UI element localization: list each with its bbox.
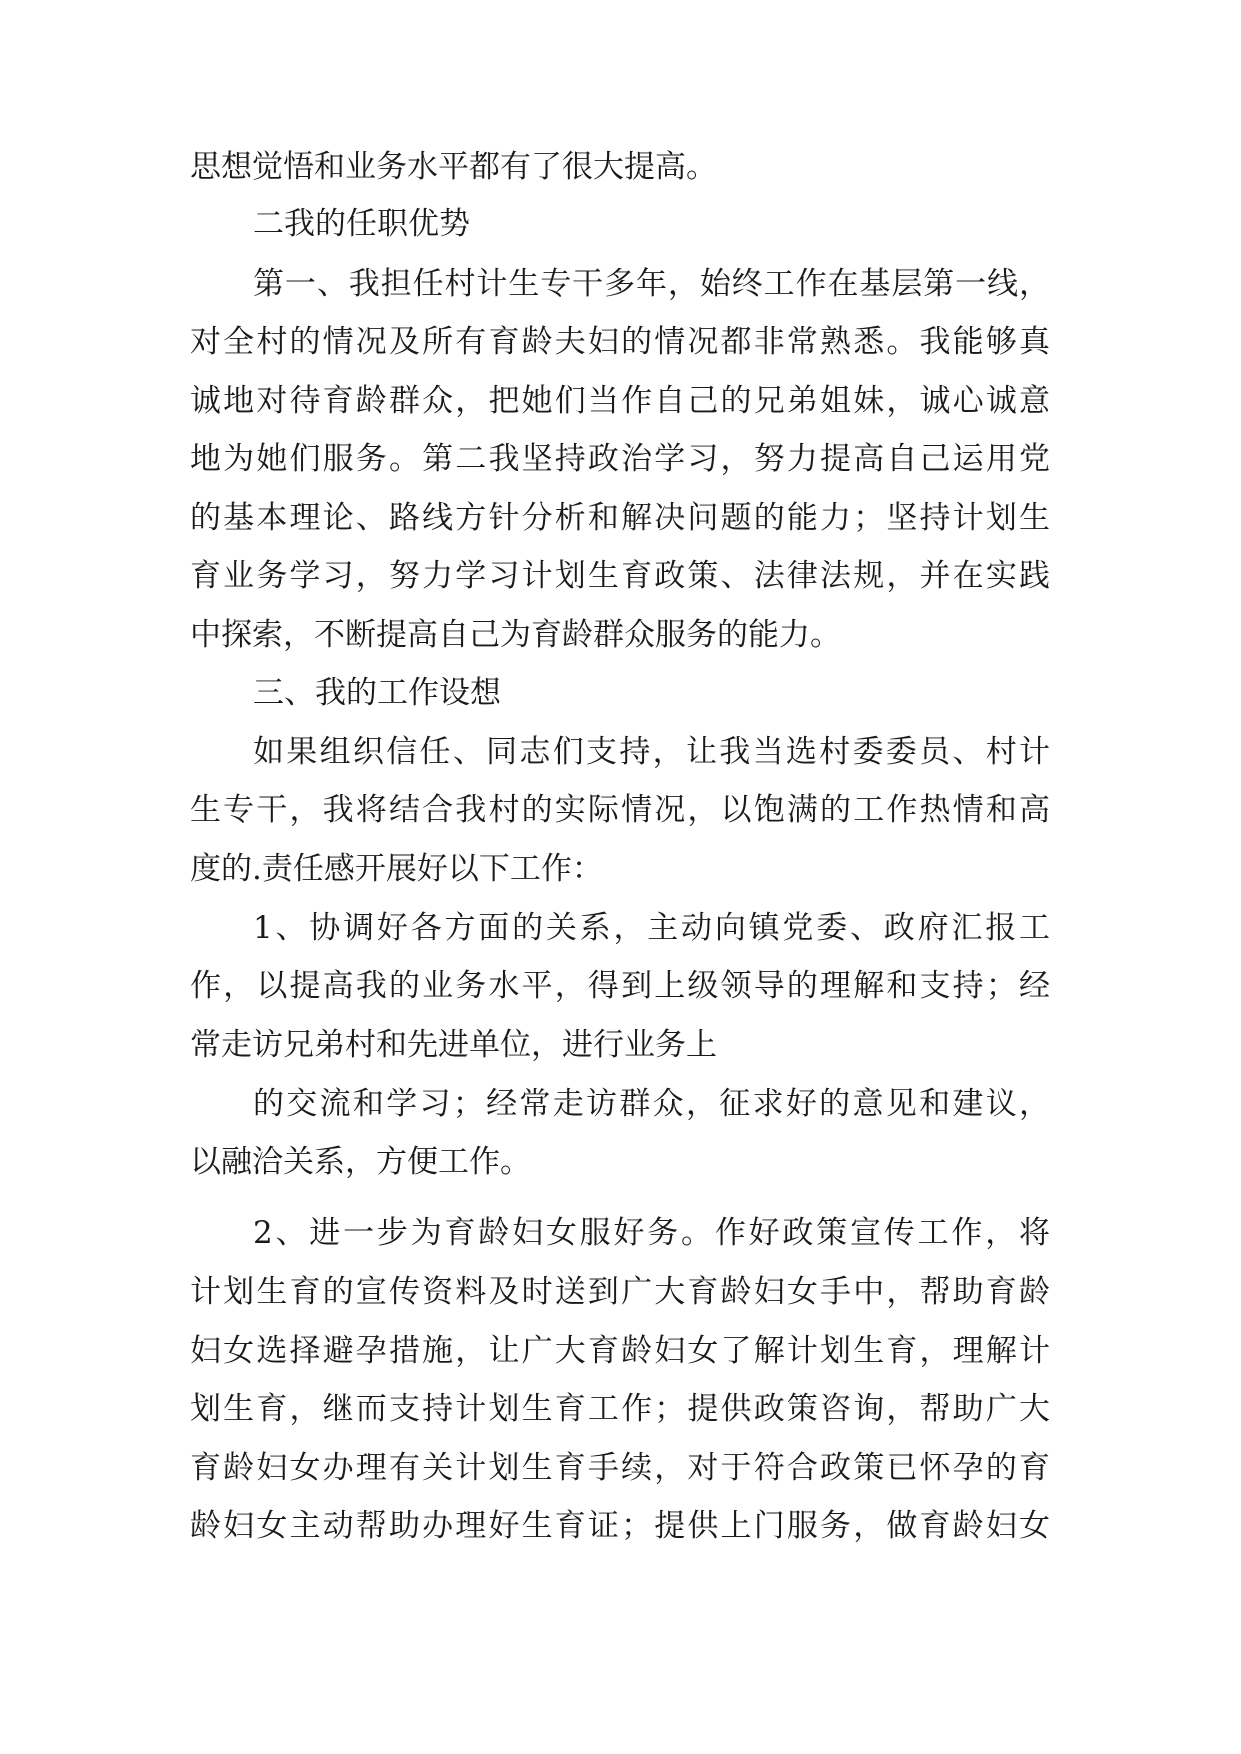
text-line: 中探索，不断提高自己为育龄群众服务的能力。 (190, 617, 841, 653)
text-line: 育龄妇女办理有关计划生育手续，对于符合政策已怀孕的育 (190, 1450, 1050, 1486)
text-line: 度的.责任感开展好以下工作： (190, 851, 603, 887)
text-line: 的基本理论、路线方针分析和解决问题的能力；坚持计划生 (190, 500, 1050, 536)
text-line: 计划生育的宣传资料及时送到广大育龄妇女手中，帮助育龄 (190, 1274, 1050, 1310)
text-line: 地为她们服务。第二我坚持政治学习，努力提高自己运用党 (190, 441, 1050, 477)
text-line: 1、协调好各方面的关系，主动向镇党委、政府汇报工 (253, 910, 1050, 946)
text-line: 常走访兄弟村和先进单位，进行业务上 (190, 1027, 717, 1063)
text-line: 第一、我担任村计生专干多年，始终工作在基层第一线， (253, 266, 1050, 302)
section-heading: 三、我的工作设想 (253, 675, 501, 711)
text-line: 诚地对待育龄群众，把她们当作自己的兄弟姐妹，诚心诚意 (190, 383, 1050, 419)
text-line: 划生育，继而支持计划生育工作；提供政策咨询，帮助广大 (190, 1391, 1050, 1427)
text-line: 以融洽关系，方便工作。 (190, 1144, 531, 1180)
text-line: 龄妇女主动帮助办理好生育证；提供上门服务，做育龄妇女 (190, 1508, 1050, 1544)
text-line: 思想觉悟和业务水平都有了很大提高。 (190, 149, 717, 185)
text-line: 如果组织信任、同志们支持，让我当选村委委员、村计 (253, 734, 1050, 770)
text-line: 对全村的情况及所有育龄夫妇的情况都非常熟悉。我能够真 (190, 324, 1050, 360)
text-line: 育业务学习，努力学习计划生育政策、法律法规，并在实践 (190, 558, 1050, 594)
section-heading: 二我的任职优势 (253, 206, 470, 242)
text-line: 生专干，我将结合我村的实际情况，以饱满的工作热情和高 (190, 792, 1050, 828)
text-line: 作，以提高我的业务水平，得到上级领导的理解和支持；经 (190, 968, 1050, 1004)
text-line: 2、进一步为育龄妇女服好务。作好政策宣传工作，将 (253, 1215, 1050, 1251)
text-line: 的交流和学习；经常走访群众，征求好的意见和建议， (253, 1086, 1050, 1122)
text-line: 妇女选择避孕措施，让广大育龄妇女了解计划生育，理解计 (190, 1333, 1050, 1369)
